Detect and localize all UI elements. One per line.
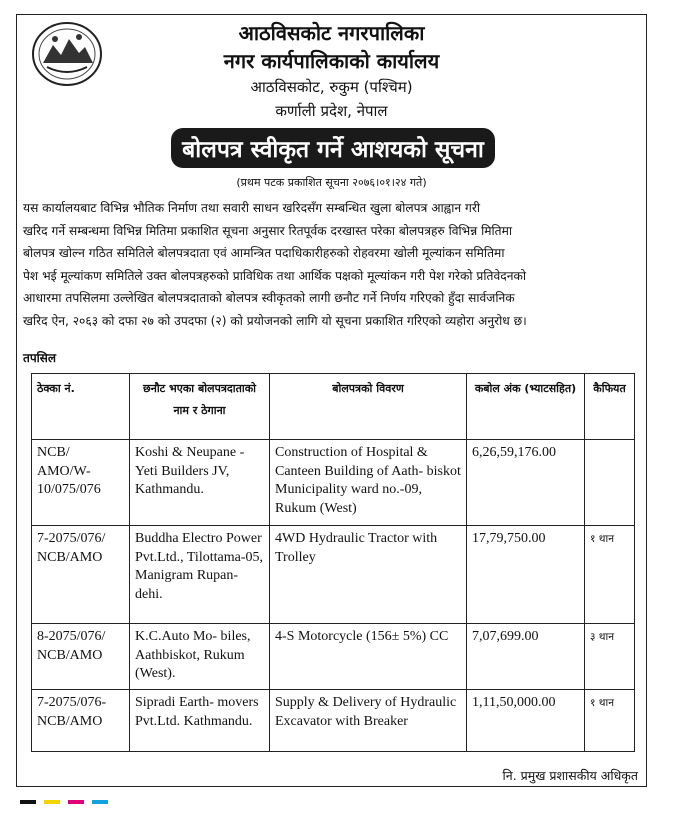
table-row: [32, 624, 635, 690]
bid-amount: 6,26,59,176.00: [467, 440, 585, 526]
column-header: ठेक्का नं.: [32, 374, 130, 440]
body-line: आधारमा तपसिलमा उल्लेखित बोलपत्रदाताको बोलपत्र स्वीकृतको लागी छनौट गर्ने निर्णय गरिएको हुँदा सार्वजनिक: [23, 291, 515, 306]
remarks: १ थान: [585, 526, 635, 624]
bid-description: 4WD Hydraulic Tractor with Trolley: [270, 526, 467, 624]
contract-number: 7-2075/076- NCB/AMO: [32, 690, 130, 752]
bidder-name-address: Sipradi Earth- movers Pvt.Ltd. Kathmandu.: [130, 690, 270, 752]
contract-number: NCB/ AMO/W- 10/075/076: [32, 440, 130, 526]
print-mark-cyan: [92, 800, 108, 804]
notice-body: [23, 197, 643, 333]
column-header: कैफियत: [585, 374, 635, 440]
remarks: १ थान: [585, 690, 635, 752]
bid-amount: 1,11,50,000.00: [467, 690, 585, 752]
bidder-name-address: Buddha Electro Power Pvt.Ltd., Tilottama-05, Manigram Rupan- dehi.: [130, 526, 270, 624]
column-header: बोलपत्रको विवरण: [270, 374, 467, 440]
bidder-name-address: K.C.Auto Mo- biles, Aathbiskot, Rukum (West).: [130, 624, 270, 690]
table-row: [32, 690, 635, 752]
bids-table: [31, 373, 635, 752]
notice-title: बोलपत्र स्वीकृत गर्ने आशयको सूचना: [171, 128, 495, 168]
body-line: पेश भई मूल्यांकण समितिले उक्त बोलपत्रहरुको प्राविधिक तथा आर्थिक पक्षको मूल्यांकन गरी पेश गरेको प्रतिवेदनको: [23, 268, 526, 283]
office-name: नगर कार्यपालिकाको कार्यालय: [223, 49, 440, 73]
column-header: कबोल अंक (भ्याटसहित): [467, 374, 585, 440]
table-row: [32, 526, 635, 624]
body-line: खरिद ऐन, २०६३ को दफा २७ को उपदफा (२) को प्रयोजनको लागि यो सूचना प्रकाशित गरिएको व्यहोरा अनुरोध छ।: [23, 313, 527, 328]
bid-description: Supply & Delivery of Hydraulic Excavator with Breaker: [270, 690, 467, 752]
bid-description: 4-S Motorcycle (156± 5%) CC: [270, 624, 467, 690]
body-line: बोलपत्र खोल्न गठित समितिले बोलपत्रदाता एवं आमन्त्रित पदाधिकारीहरुको रोहवरमा खोली मूल्यांकन समितिमा: [23, 246, 505, 261]
print-mark-yellow: [44, 800, 60, 804]
print-mark-black: [20, 800, 36, 804]
print-registration-marks: [20, 800, 220, 804]
publication-date: (प्रथम पटक प्रकाशित सूचना २०७६।०१।२४ गते): [236, 176, 427, 189]
table-row: [32, 440, 635, 526]
column-header: छनौट भएका बोलपत्रदाताको नाम र ठेगाना: [130, 374, 270, 440]
province-name: कर्णाली प्रदेश, नेपाल: [275, 102, 388, 120]
contract-number: 7-2075/076/ NCB/AMO: [32, 526, 130, 624]
remarks: ३ थान: [585, 624, 635, 690]
body-line: यस कार्यालयबाट विभिन्न भौतिक निर्माण तथा सवारी साधन खरिदसँग सम्बन्धित खुला बोलपत्र आह्वान गरी: [23, 201, 481, 215]
office-address: आठविसकोट, रुकुम (पश्चिम): [250, 78, 413, 96]
remarks: [585, 440, 635, 526]
bid-description: Construction of Hospital & Canteen Building of Aath- biskot Municipality ward no.-09, Rukum (West): [270, 440, 467, 526]
table-header-row: [32, 374, 635, 440]
print-mark-magenta: [68, 800, 84, 804]
bidder-name-address: Koshi & Neupane - Yeti Builders JV, Kathmandu.: [130, 440, 270, 526]
body-line: खरिद गर्ने सम्बन्धमा विभिन्न मितिमा प्रकाशित सूचना अनुसार रितपूर्वक दरखास्त परेका बोलपत्रहरु विभिन्न मितिमा: [23, 223, 513, 238]
signatory-title: नि. प्रमुख प्रशासकीय अधिकृत: [502, 768, 638, 783]
municipality-name: आठविसकोट नगरपालिका: [238, 21, 425, 45]
bid-amount: 17,79,750.00: [467, 526, 585, 624]
contract-number: 8-2075/076/ NCB/AMO: [32, 624, 130, 690]
tender-notice: [16, 14, 647, 787]
schedule-label: तपसिल: [23, 351, 57, 365]
bid-amount: 7,07,699.00: [467, 624, 585, 690]
